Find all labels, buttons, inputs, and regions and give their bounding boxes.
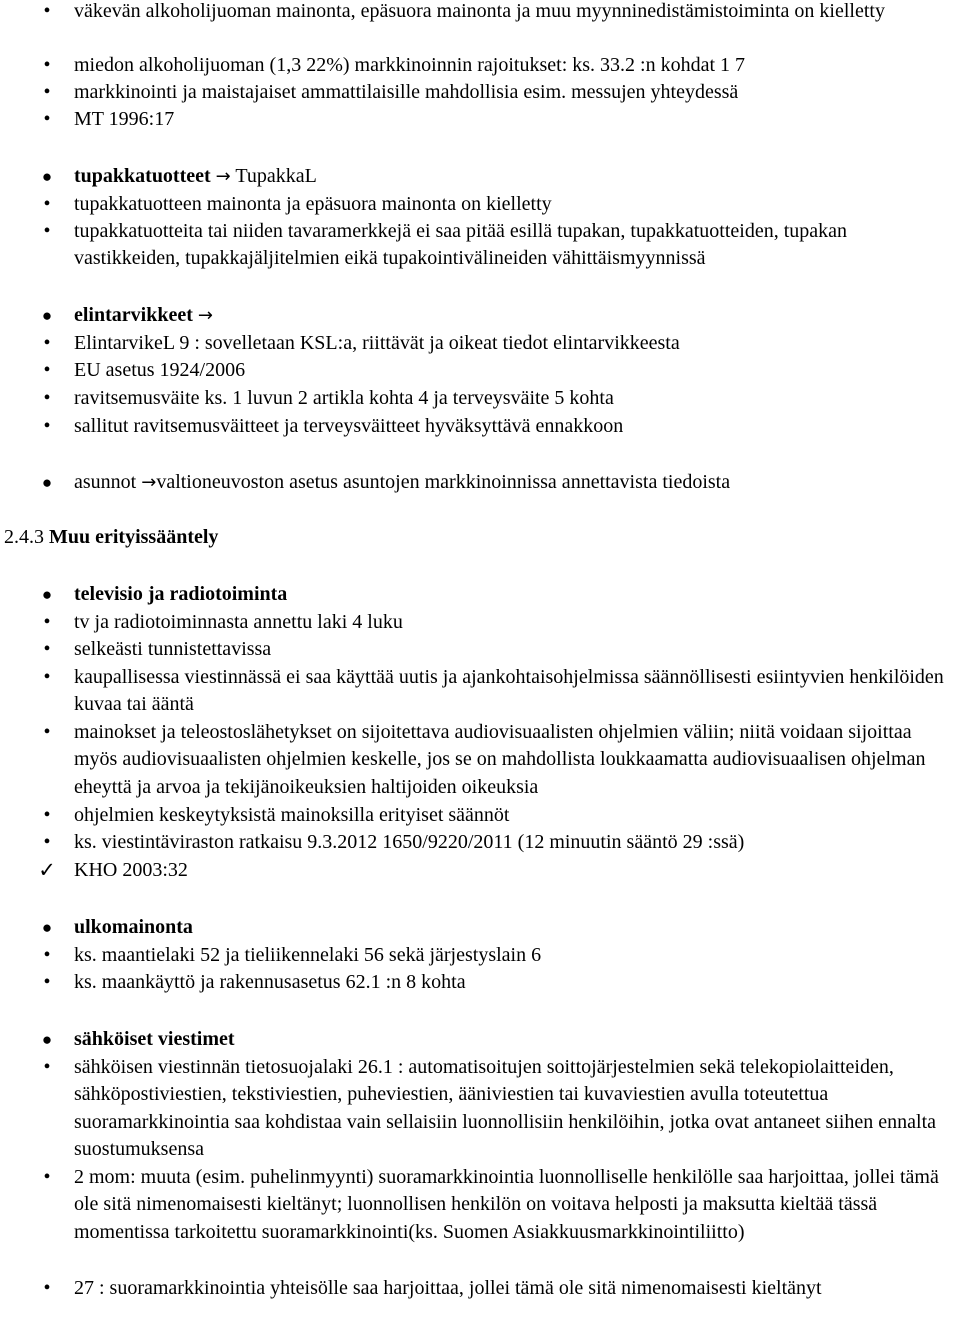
- list-item: MT 1996:17: [74, 108, 175, 130]
- bullet: •: [43, 944, 51, 966]
- bullet: •: [43, 611, 51, 633]
- bullet: •: [43, 54, 51, 76]
- list-item: ravitsemusväite ks. 1 luvun 2 artikla kohta 4 ja terveysväite 5 kohta: [74, 387, 614, 409]
- round-bullet: ●: [41, 918, 53, 937]
- arrow-icon: →: [197, 305, 213, 326]
- bullet: •: [43, 387, 51, 409]
- list-item: ks. viestintäviraston ratkaisu 9.3.2012 1650/9220/2011 (12 minuutin sääntö 29 :ssä): [74, 831, 745, 853]
- topic-heading-food: [74, 302, 213, 329]
- topic-heading-housing: [74, 469, 730, 496]
- bullet: •: [43, 332, 51, 354]
- list-item: kaupallisessa viestinnässä ei saa käyttää uutis ja ajankohtaisohjelmissa säännöllisesti esiintyvien henkilöiden kuvaa tai ääntä: [74, 666, 944, 716]
- list-item: miedon alkoholijuoman (1,3 22%) markkinoinnin rajoitukset: ks. 33.2 :n kohdat 1 7: [74, 54, 746, 76]
- list-item: mainokset ja teleostoslähetykset on sijoitettava audiovisuaalisten ohjelmien väliin; niitä voidaan sijoittaa myös audiovisuaalisten ohjelmien keskelle, jos se on mahdollista loukkaamatta audiovisuaalisen ohjelman eheyttä ja arvoa ja tekijänoikeuksien haltijoiden oikeuksia: [74, 721, 926, 798]
- list-item: sallitut ravitsemusväitteet ja terveysväitteet hyväksyttävä ennakkoon: [74, 415, 624, 437]
- bullet: •: [43, 220, 51, 242]
- list-item: selkeästi tunnistettavissa: [74, 638, 272, 660]
- heading-text: elintarvikkeet: [74, 304, 193, 326]
- round-bullet: ●: [41, 473, 53, 492]
- section-heading: [4, 524, 218, 551]
- bullet: •: [43, 1277, 51, 1299]
- list-item: 27 : suoramarkkinointia yhteisölle saa harjoittaa, jollei tämä ole sitä nimenomaisesti kieltänyt: [74, 1277, 822, 1299]
- bullet: •: [43, 359, 51, 381]
- bullet: •: [43, 108, 51, 130]
- heading-text: tupakkatuotteet: [74, 165, 211, 187]
- list-item: KHO 2003:32: [74, 859, 188, 881]
- section-title: Muu erityissääntely: [49, 526, 219, 548]
- topic-heading-tv: televisio ja radiotoiminta: [74, 583, 288, 605]
- list-item: tupakkatuotteen mainonta ja epäsuora mainonta on kielletty: [74, 193, 552, 215]
- topic-heading-electronic: sähköiset viestimet: [74, 1028, 235, 1050]
- checkmark-icon: ✓: [38, 858, 56, 882]
- list-item: 2 mom: muuta (esim. puhelinmyynti) suoramarkkinointia luonnolliselle henkilölle saa harjoittaa, jollei tämä ole sitä nimenomaisesti kieltänyt; luonnollisen henkilön on voitava helposti ja maksutta kieltää tässä momentissa tarkoitettu suoramarkkinointi(ks. Suomen Asiakkuusmarkkinointiliitto): [74, 1166, 939, 1243]
- topic-heading-outdoor: ulkomainonta: [74, 916, 193, 938]
- bullet: •: [43, 1166, 51, 1188]
- list-item: ks. maankäyttö ja rakennusasetus 62.1 :n 8 kohta: [74, 971, 466, 993]
- list-item: ohjelmien keskeytyksistä mainoksilla erityiset säännöt: [74, 804, 510, 826]
- arrow-icon: →: [215, 166, 231, 187]
- list-item: markkinointi ja maistajaiset ammattilaisille mahdollisia esim. messujen yhteydessä: [74, 81, 739, 103]
- bullet: •: [43, 0, 51, 22]
- bullet: •: [43, 638, 51, 660]
- law-name: TupakkaL: [235, 165, 317, 187]
- list-item: sähköisen viestinnän tietosuojalaki 26.1 : automatisoitujen soittojärjestelmien sekä telekopiolaitteiden, sähköpostiviestien, tekstiviestien, puheviestien, ääniviestien tai kuvaviestien avulla toteutettua suoramarkkinointia saa kohdistaa vain sellaisiin luonnollisiin henkilöihin, jotka ovat antaneet siihen ennalta suostumuksensa: [74, 1056, 937, 1160]
- section-number: 2.4.3: [4, 526, 44, 548]
- bullet: •: [43, 804, 51, 826]
- topic-heading-tobacco: [74, 163, 317, 190]
- round-bullet: ●: [41, 1030, 53, 1049]
- bullet: •: [43, 193, 51, 215]
- bullet: •: [43, 831, 51, 853]
- round-bullet: ●: [41, 167, 53, 186]
- housing-text: valtioneuvoston asetus asuntojen markkinoinnissa annettavista tiedoista: [156, 471, 731, 493]
- round-bullet: ●: [41, 585, 53, 604]
- round-bullet: ●: [41, 306, 53, 325]
- list-item: väkevän alkoholijuoman mainonta, epäsuora mainonta ja muu myynninedistämistoiminta on kielletty: [74, 0, 885, 22]
- list-item: tv ja radiotoiminnasta annettu laki 4 luku: [74, 611, 403, 633]
- bullet: •: [43, 721, 51, 743]
- heading-text: asunnot: [74, 471, 137, 493]
- arrow-icon: →: [141, 472, 157, 493]
- bullet: •: [43, 666, 51, 688]
- list-item: tupakkatuotteita tai niiden tavaramerkkejä ei saa pitää esillä tupakan, tupakkatuotteiden, tupakan vastikkeiden, tupakkajäljitelmien eikä tupakointivälineiden vähittäismyynnissä: [74, 220, 848, 270]
- bullet: •: [43, 971, 51, 993]
- list-item: ElintarvikeL 9 : sovelletaan KSL:a, riittävät ja oikeat tiedot elintarvikkeesta: [74, 332, 680, 354]
- bullet: •: [43, 1056, 51, 1078]
- bullet: •: [43, 415, 51, 437]
- list-item: EU asetus 1924/2006: [74, 359, 246, 381]
- bullet: •: [43, 81, 51, 103]
- list-item: ks. maantielaki 52 ja tieliikennelaki 56 sekä järjestyslain 6: [74, 944, 542, 966]
